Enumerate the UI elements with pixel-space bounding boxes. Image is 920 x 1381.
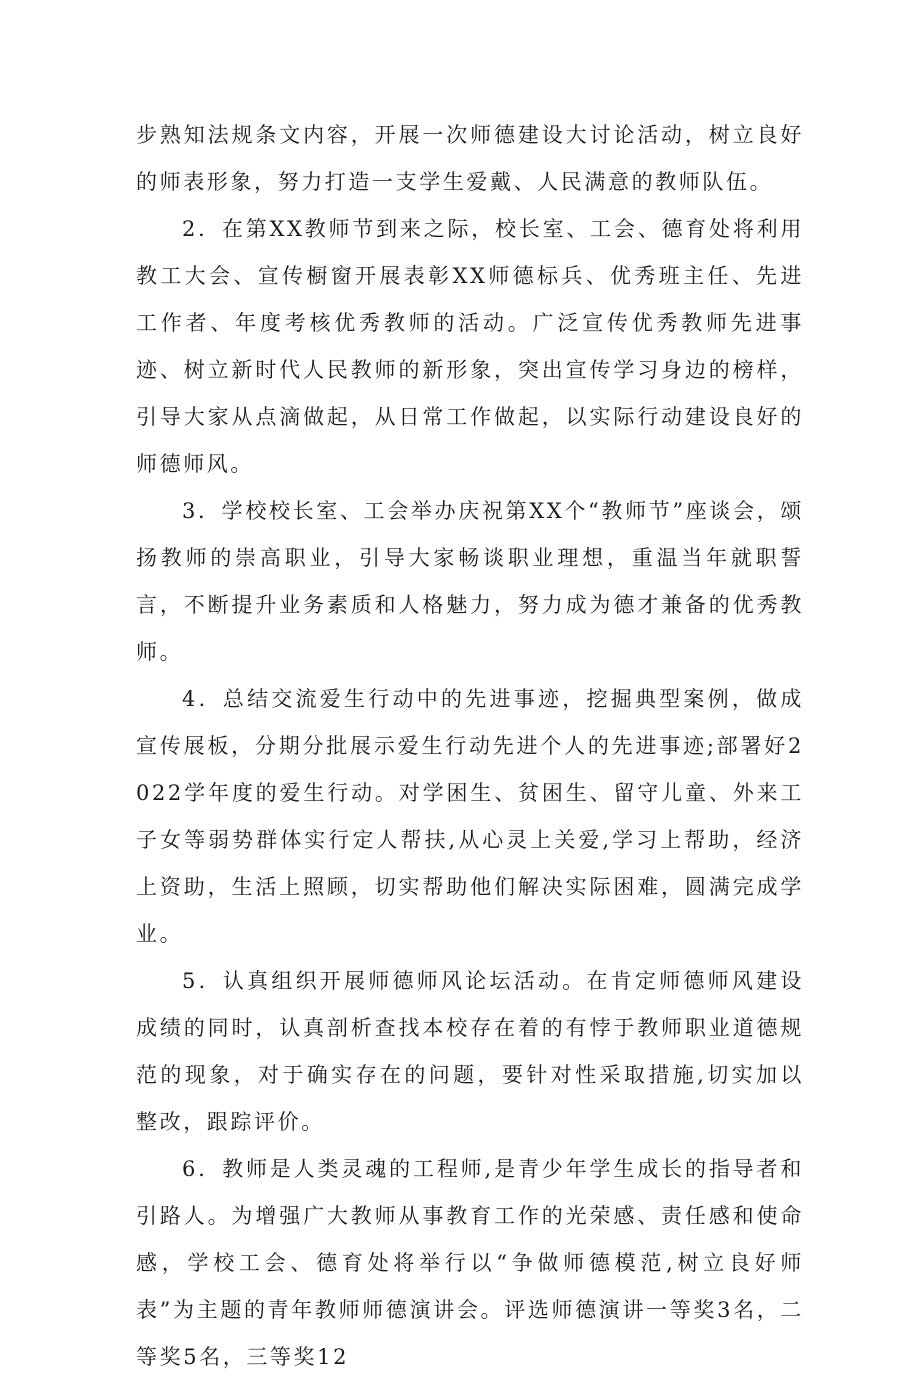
paragraph-item-3: 3．学校校长室、工会举办庆祝第XX个“教师节”座谈会，颂扬教师的崇高职业，引导大家畅谈职业理想，重温当年就职誓言，不断提升业务素质和人格魅力，努力成为德才兼备的优秀教师。 (136, 499, 804, 664)
paragraph-item-6: 6．教师是人类灵魂的工程师,是青少年学生成长的指导者和引路人。为增强广大教师从事教育工作的光荣感、责任感和使命感，学校工会、德育处将举行以“争做师德模范,树立良好师表”为主题的青年教师师德演讲会。评选师德演讲一等奖3名，二等奖5名，三等奖12 (136, 1157, 804, 1369)
paragraph-item-4: 4．总结交流爱生行动中的先进事迹，挖掘典型案例，做成宣传展板，分期分批展示爱生行动先进个人的先进事迹;部署好2022学年度的爱生行动。对学困生、贫困生、留守儿童、外来工子女等弱势群体实行定人帮扶,从心灵上关爱,学习上帮助，经济上资助，生活上照顾，切实帮助他们解决实际困难，圆满完成学业。 (136, 687, 804, 946)
paragraph-continuation: 步熟知法规条文内容，开展一次师德建设大讨论活动，树立良好的师表形象，努力打造一支学生爱戴、人民满意的教师队伍。 (136, 123, 804, 194)
document-body (136, 112, 804, 1381)
paragraph-item-5: 5．认真组织开展师德师风论坛活动。在肯定师德师风建设成绩的同时，认真剖析查找本校存在着的有悖于教师职业道德规范的现象，对于确实存在的问题，要针对性采取措施,切实加以整改，跟踪评价。 (136, 969, 804, 1134)
paragraph-item-2: 2．在第XX教师节到来之际，校长室、工会、德育处将利用教工大会、宣传橱窗开展表彰XX师德标兵、优秀班主任、先进工作者、年度考核优秀教师的活动。广泛宣传优秀教师先进事迹、树立新时代人民教师的新形象，突出宣传学习身边的榜样，引导大家从点滴做起，从日常工作做起，以实际行动建设良好的师德师风。 (136, 217, 804, 476)
